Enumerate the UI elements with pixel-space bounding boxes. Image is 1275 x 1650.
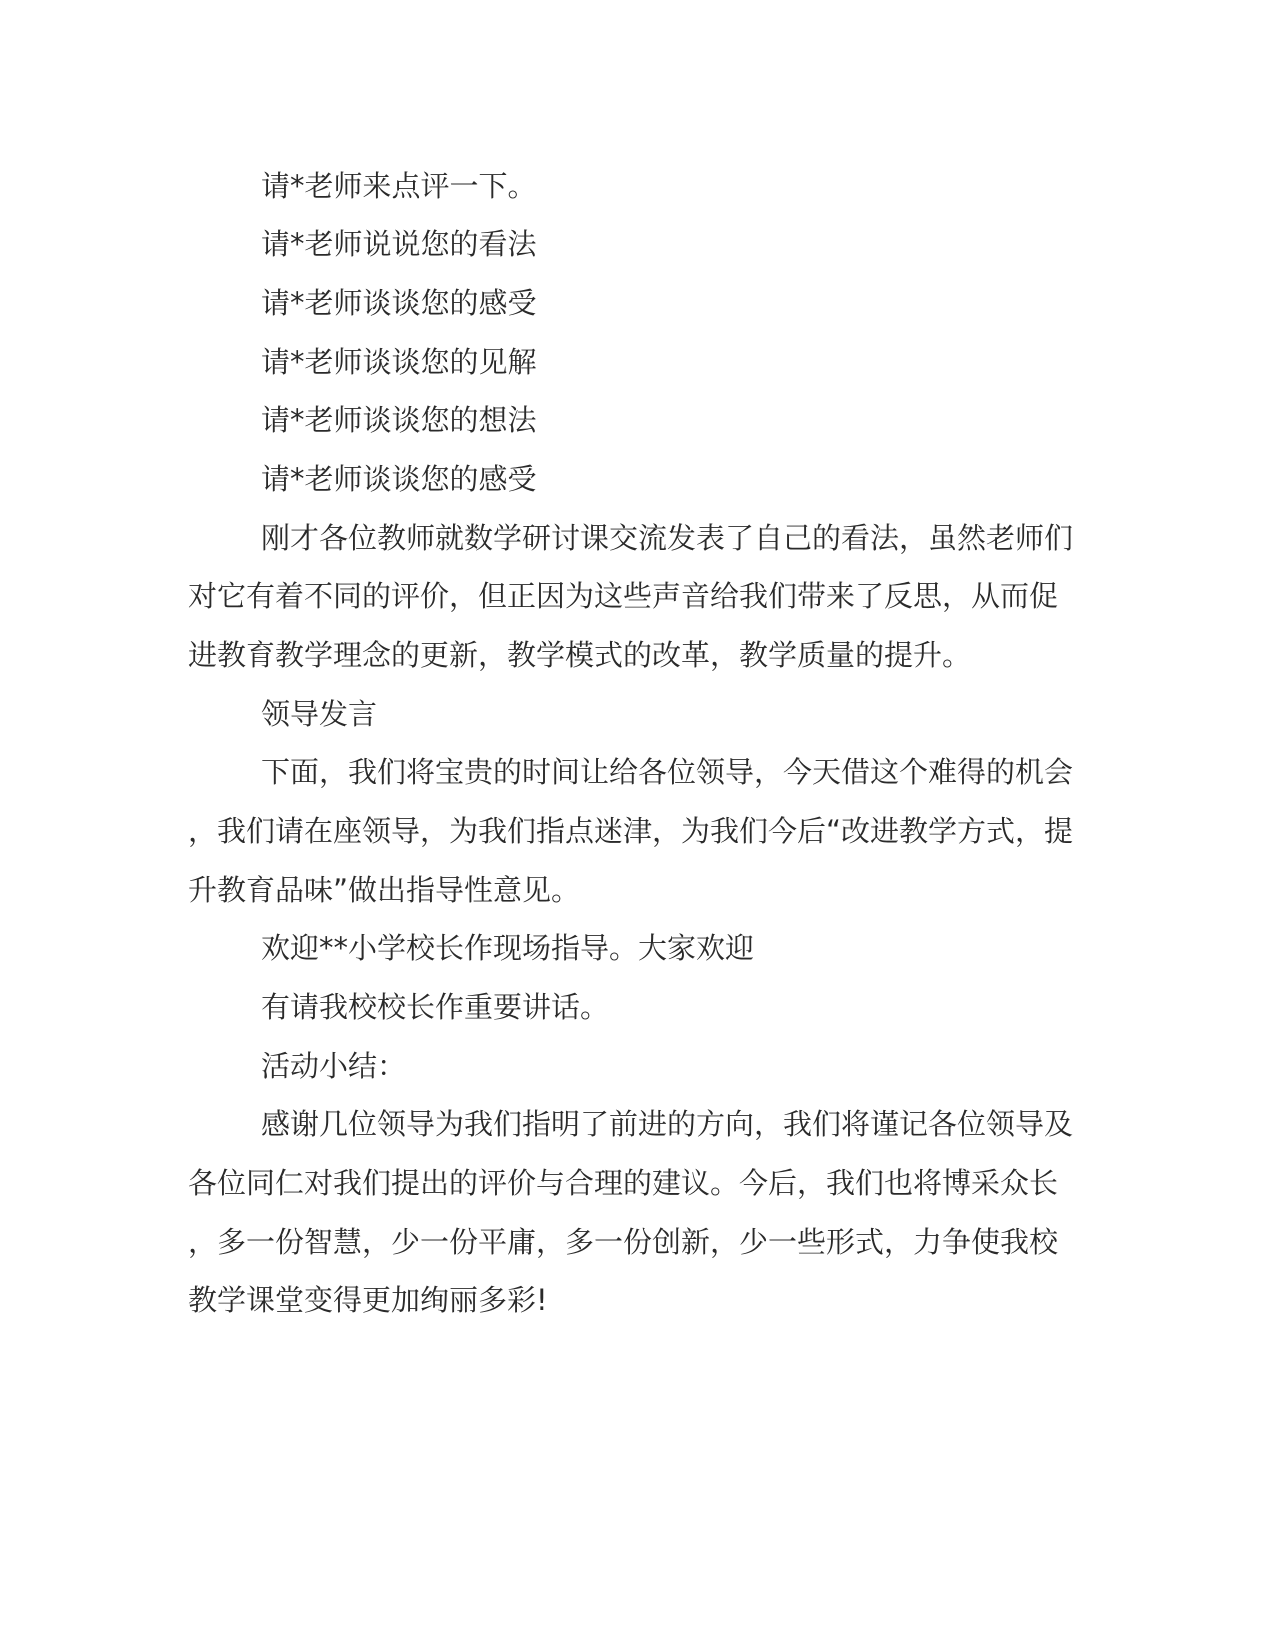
paragraph-summary-line-3: ，多一份智慧，少一份平庸，多一份创新，少一些形式，力争使我校 bbox=[188, 1225, 1059, 1259]
prompt-line-thoughts: 请*老师谈谈您的想法 bbox=[261, 403, 537, 437]
prompt-line-feelings: 请*老师谈谈您的感受 bbox=[261, 286, 537, 320]
paragraph-reflection-line-1: 刚才各位教师就数学研讨课交流发表了自己的看法，虽然老师们 bbox=[261, 521, 1074, 555]
paragraph-invitation-line-2: ，我们请在座领导，为我们指点迷津，为我们今后“改进教学方式，提 bbox=[188, 814, 1074, 848]
paragraph-summary-line-1: 感谢几位领导为我们指明了前进的方向，我们将谨记各位领导及 bbox=[261, 1107, 1074, 1141]
section-heading-leader-speech: 领导发言 bbox=[261, 697, 378, 731]
section-heading-activity-summary: 活动小结： bbox=[261, 1049, 407, 1083]
prompt-line-feelings-repeat: 请*老师谈谈您的感受 bbox=[261, 462, 537, 496]
prompt-line-insights: 请*老师谈谈您的见解 bbox=[261, 345, 537, 379]
paragraph-invitation-line-3: 升教育品味”做出指导性意见。 bbox=[188, 873, 581, 907]
prompt-line-comment: 请*老师来点评一下。 bbox=[261, 169, 537, 203]
paragraph-reflection-line-3: 进教育教学理念的更新，教学模式的改革，教学质量的提升。 bbox=[188, 638, 972, 672]
paragraph-reflection-line-2: 对它有着不同的评价，但正因为这些声音给我们带来了反思，从而促 bbox=[188, 579, 1059, 613]
paragraph-invitation-line-1: 下面，我们将宝贵的时间让给各位领导，今天借这个难得的机会 bbox=[261, 755, 1074, 789]
invite-principal-speech-line: 有请我校校长作重要讲话。 bbox=[261, 990, 610, 1024]
paragraph-summary-line-2: 各位同仁对我们提出的评价与合理的建议。今后，我们也将博采众长 bbox=[188, 1166, 1059, 1200]
prompt-line-views: 请*老师说说您的看法 bbox=[261, 227, 537, 261]
welcome-principal-line: 欢迎**小学校长作现场指导。大家欢迎 bbox=[261, 931, 755, 965]
paragraph-summary-line-4: 教学课堂变得更加绚丽多彩! bbox=[188, 1283, 548, 1317]
